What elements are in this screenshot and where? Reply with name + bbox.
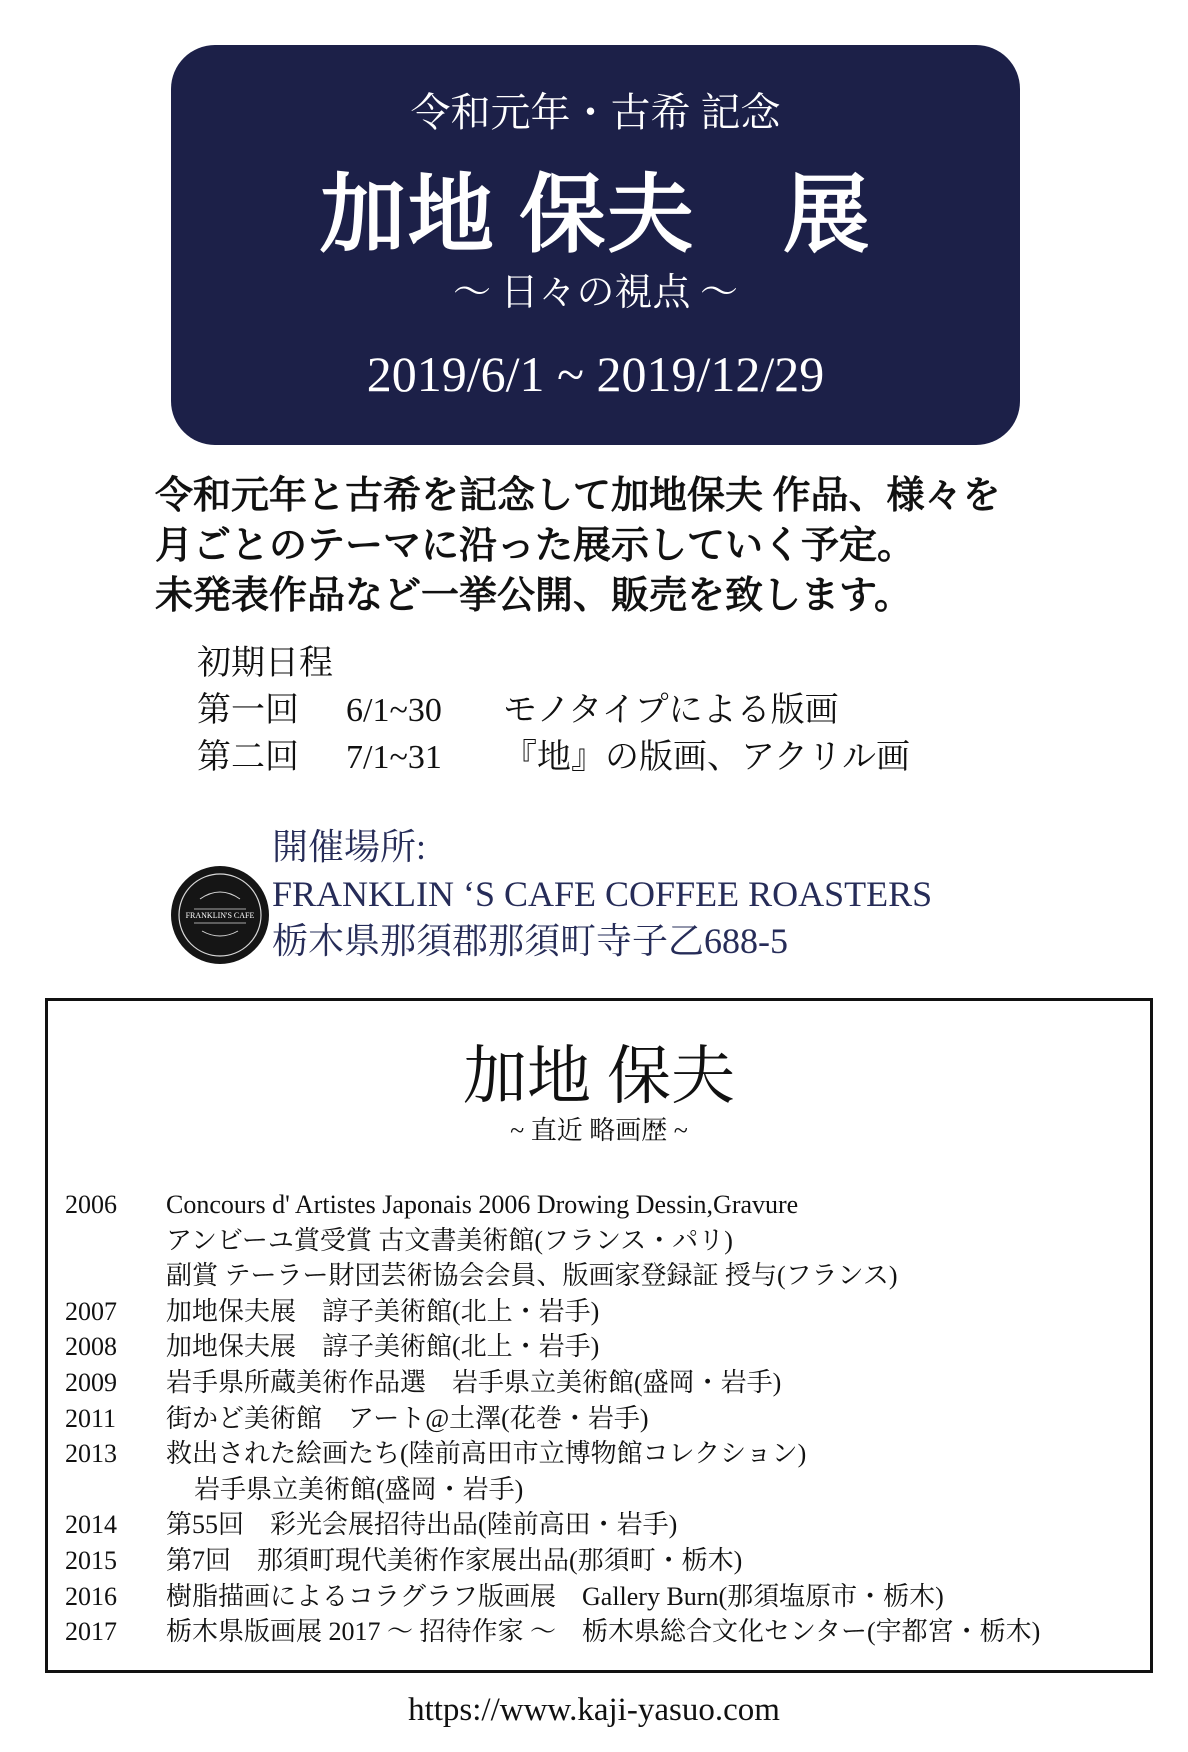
history-year: 2014 [65,1510,117,1540]
history-text: アンビーユ賞受賞 古文書美術館(フランス・パリ) [166,1225,733,1255]
history-row [65,1223,1040,1259]
history-text: 第7回 那須町現代美術作家展出品(那須町・栃木) [166,1545,743,1575]
history-text: 岩手県立美術館(盛岡・岩手) [194,1474,524,1504]
history-year: 2015 [65,1545,117,1575]
history-text: 副賞 テーラー財団芸術協会会員、版画家登録証 授与(フランス) [166,1261,898,1291]
history-text: 街かど美術館 アート@土澤(花巻・岩手) [166,1403,649,1433]
exhibition-subtitle: 〜 日々の視点 〜 [452,272,738,314]
intro-line: 令和元年と古希を記念して加地保夫 作品、様々を [155,475,1001,517]
venue-address: 栃木県那須郡那須町寺子乙688-5 [272,921,788,961]
history-list [65,1187,1040,1650]
history-row [65,1579,1040,1615]
artist-history-box [45,998,1153,1673]
history-year: 2008 [65,1332,117,1362]
intro-line: 未発表作品など一挙公開、販売を致します。 [155,575,912,617]
history-year: 2013 [65,1439,117,1469]
exhibition-header-card [171,45,1020,445]
history-row [65,1187,1040,1223]
svg-text:FRANKLIN'S CAFE: FRANKLIN'S CAFE [185,911,255,920]
intro-paragraph [155,471,1001,621]
history-year: 2011 [65,1403,117,1433]
history-text: 加地保夫展 諄子美術館(北上・岩手) [166,1296,600,1326]
history-text: 栃木県版画展 2017 〜 招待作家 〜 栃木県総合文化センター(宇都宮・栃木) [166,1617,1041,1647]
website-url: https://www.kaji-yasuo.com [408,1692,780,1728]
history-row [65,1507,1040,1543]
history-row [65,1436,1040,1472]
schedule-dates: 6/1~30 [346,692,442,729]
schedule-dates: 7/1~31 [346,739,442,776]
history-year: 2007 [65,1296,117,1326]
schedule-row [197,687,910,734]
history-text: 岩手県所蔵美術作品選 岩手県立美術館(盛岡・岩手) [166,1367,782,1397]
history-row [65,1614,1040,1650]
history-row [65,1401,1040,1437]
history-year [65,1258,166,1294]
venue-info [272,824,932,965]
history-year: 2017 [65,1617,117,1647]
artist-name: 加地 保夫 [463,1041,735,1112]
schedule [197,640,910,781]
exhibition-title: 加地 保夫 展 [319,167,872,263]
history-text: 加地保夫展 諄子美術館(北上・岩手) [166,1332,600,1362]
history-row [65,1543,1040,1579]
schedule-row [197,734,910,781]
header-occasion: 令和元年・古希 記念 [410,90,781,135]
history-row [65,1294,1040,1330]
schedule-round: 第二回 [197,739,299,776]
schedule-heading: 初期日程 [197,645,333,682]
history-text: 樹脂描画によるコラグラフ版画展 Gallery Burn(那須塩原市・栃木) [166,1581,944,1611]
history-year [65,1472,166,1508]
history-row [65,1472,1040,1508]
history-subtitle: ~ 直近 略画歴 ~ [510,1116,688,1145]
exhibition-dates: 2019/6/1 ~ 2019/12/29 [366,346,825,402]
history-year: 2006 [65,1190,117,1219]
history-row [65,1258,1040,1294]
history-year [65,1223,166,1259]
venue-label: 開催場所: [272,827,427,867]
history-row [65,1365,1040,1401]
cafe-logo [170,865,270,965]
schedule-round: 第一回 [197,692,299,729]
history-year: 2009 [65,1367,117,1397]
venue-name: FRANKLIN ‘S CAFE COFFEE ROASTERS [272,874,933,914]
history-text: Concours d' Artistes Japonais 2006 Drowing Dessin,Gravure [166,1190,799,1219]
schedule-theme: モノタイプによる版画 [503,692,839,729]
history-row [65,1329,1040,1365]
history-text: 救出された絵画たち(陸前高田市立博物館コレクション) [166,1439,807,1469]
intro-line: 月ごとのテーマに沿った展示していく予定。 [155,525,916,567]
history-year: 2016 [65,1581,117,1611]
schedule-theme: 『地』の版画、アクリル画 [503,739,910,776]
history-text: 第55回 彩光会展招待出品(陸前高田・岩手) [166,1510,678,1540]
